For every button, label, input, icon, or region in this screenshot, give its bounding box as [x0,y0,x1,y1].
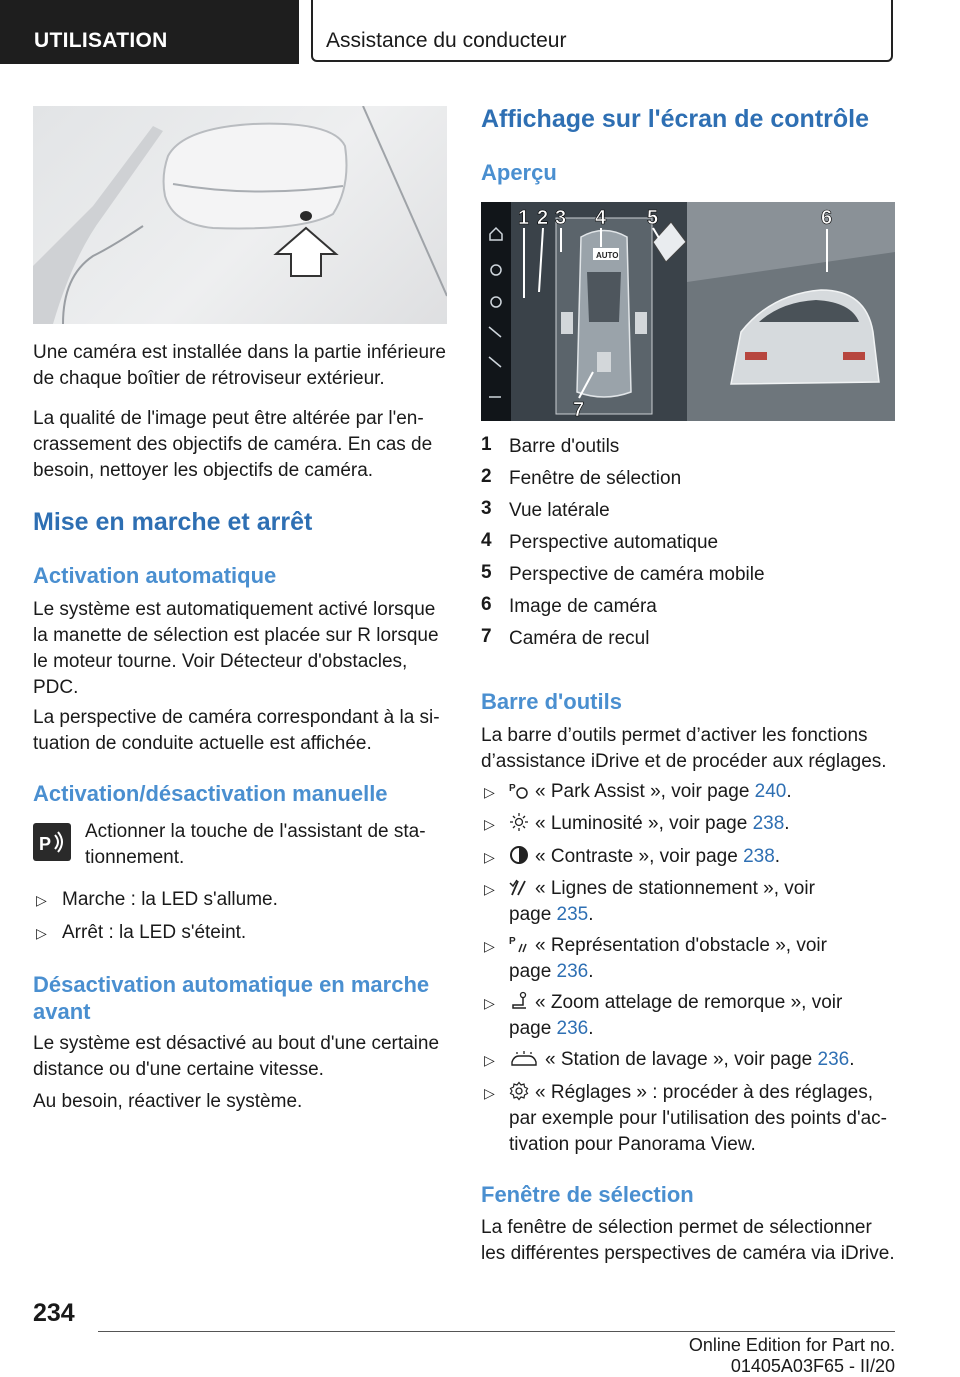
bullet-triangle-icon: ▷ [484,938,495,954]
deact-paragraph-1: Le système est désactivé au bout d'une certaine distance ou d'une certaine vitesse. [33,1033,440,1080]
bullet-triangle-icon: ▷ [484,881,495,897]
figure-auto-label: AUTO [596,251,619,260]
barre-paragraph: La barre d’outils permet d’activer les fonctions d’assistance iDrive et de procéder aux réglages. [481,725,887,772]
heading-fenetre-selection: Fenêtre de sélection [481,1182,694,1207]
legend-text: Image de caméra [509,596,657,617]
page-link[interactable]: 236 [817,1049,850,1070]
bullet-marche: Marche : la LED s'allume. [62,889,278,910]
legend-text: Perspective automatique [509,532,719,553]
obstacle-icon [509,934,529,954]
header-section-title: UTILISATION [34,29,168,52]
tool-item-station-lavage: « Station de lavage », voir page 236. [509,1047,895,1073]
tool-item-reglages: « Réglages » : procéder à des réglages, par exemple pour l'utilisation des points d'ac- tivation pour Panorama View. [509,1082,887,1155]
figure-label-6: 6 [821,207,833,229]
brightness-icon [509,812,529,832]
page-link[interactable]: 236 [556,1018,589,1039]
legend-number: 5 [481,562,492,583]
page-link[interactable]: 240 [754,781,787,802]
quality-paragraph: La qualité de l'image peut être altérée par l'en-crassement des objectifs de caméra. En cas de besoin, nettoyer les objectifs de caméra. [33,408,433,481]
auto-paragraph-2: La perspective de caméra correspondant à la si-tuation de conduite actuelle est affichée. [33,707,440,754]
page-link[interactable]: 235 [556,904,589,925]
trailer-zoom-icon [509,991,529,1011]
page-number: 234 [33,1299,75,1327]
legend-text: Perspective de caméra mobile [509,564,765,585]
legend-number: 1 [481,434,492,455]
figure-label-7: 7 [573,399,585,421]
tool-item-representation-obstacle: P « Représentation d'obstacle », voir page 236. [509,935,827,982]
bullet-arret: Arrêt : la LED s'éteint. [62,922,247,943]
legend-number: 3 [481,498,492,519]
legend-number: 6 [481,594,492,615]
header-chapter-title: Assistance du conducteur [326,29,567,52]
deact-paragraph-2: Au besoin, réactiver le système. [33,1091,303,1112]
bullet-triangle-icon: ▷ [484,784,495,800]
bullet-triangle-icon: ▷ [484,1085,495,1101]
legend-text: Fenêtre de sélection [509,468,682,489]
manual-instruction: Actionner la touche de l'assistant de sta-tionnement. [85,821,426,868]
legend-number: 7 [481,626,492,647]
bullet-triangle-icon: ▷ [36,892,47,908]
figure-label-2: 2 [537,207,549,229]
settings-gear-icon [509,1081,529,1101]
page-link[interactable]: 238 [743,846,775,867]
figure-label-1: 1 [518,207,530,229]
heading-barre-outils: Barre d'outils [481,689,622,714]
bullet-triangle-icon: ▷ [484,1052,495,1068]
page-link[interactable]: 236 [556,961,589,982]
heading-activation-manuelle: Activation/désactivation manuelle [33,781,388,806]
control-display-figure [481,202,895,421]
bullet-triangle-icon: ▷ [484,849,495,865]
tool-item-luminosite: « Luminosité », voir page 238. [509,811,895,837]
heading-mise-en-marche: Mise en marche et arrêt [33,508,313,536]
contrast-icon [509,845,529,865]
svg-text:P: P [509,783,516,794]
heading-desactivation-auto: Désactivation automatique en marche avant [33,972,430,1024]
legend-number: 4 [481,530,492,551]
legend-text: Caméra de recul [509,628,650,649]
bullet-triangle-icon: ▷ [484,816,495,832]
tool-item-lignes-stationnement: « Lignes de stationnement », voir page 235. [509,878,815,925]
figure-label-5: 5 [647,207,659,229]
svg-text:P: P [509,936,516,947]
footer-divider [98,1331,895,1332]
legend-text: Barre d'outils [509,436,620,457]
page-link[interactable]: 238 [752,813,785,834]
tool-item-park-assist: P « Park Assist », voir page 240. [509,781,792,802]
heading-apercu: Aperçu [481,160,557,185]
park-assist-icon [509,780,529,800]
figure-label-4: 4 [595,207,607,229]
tool-item-contraste: « Contraste », voir page 238. [509,844,895,870]
heading-affichage: Affichage sur l'écran de contrôle [481,105,869,133]
mirror-camera-image [33,106,447,324]
bullet-triangle-icon: ▷ [484,995,495,1011]
heading-activation-auto: Activation automatique [33,563,277,588]
figure-label-3: 3 [555,207,567,229]
parking-assistant-button-icon [33,823,71,861]
bullet-triangle-icon: ▷ [36,925,47,941]
legend-text: Vue latérale [509,500,610,521]
auto-paragraph-1: Le système est automatiquement activé lorsque la manette de sélection est placée sur R lorsque le moteur tourne. Voir Détecteur d'obstacles, PDC. [33,599,439,698]
legend-number: 2 [481,466,492,487]
car-wash-icon [509,1048,539,1068]
svg-text:P: P [39,834,52,854]
edition-note: Online Edition for Part no. 01405A03F65 - II/20 [688,1335,895,1376]
mirror-caption: Une caméra est installée dans la partie inférieure de chaque boîtier de rétroviseur extérieur. [33,342,446,389]
tool-item-zoom-attelage: « Zoom attelage de remorque », voir page 236. [509,992,843,1039]
fenetre-paragraph: La fenêtre de sélection permet de sélectionner les différentes perspectives de caméra via iDrive. [481,1217,895,1264]
parking-lines-icon [509,877,529,897]
